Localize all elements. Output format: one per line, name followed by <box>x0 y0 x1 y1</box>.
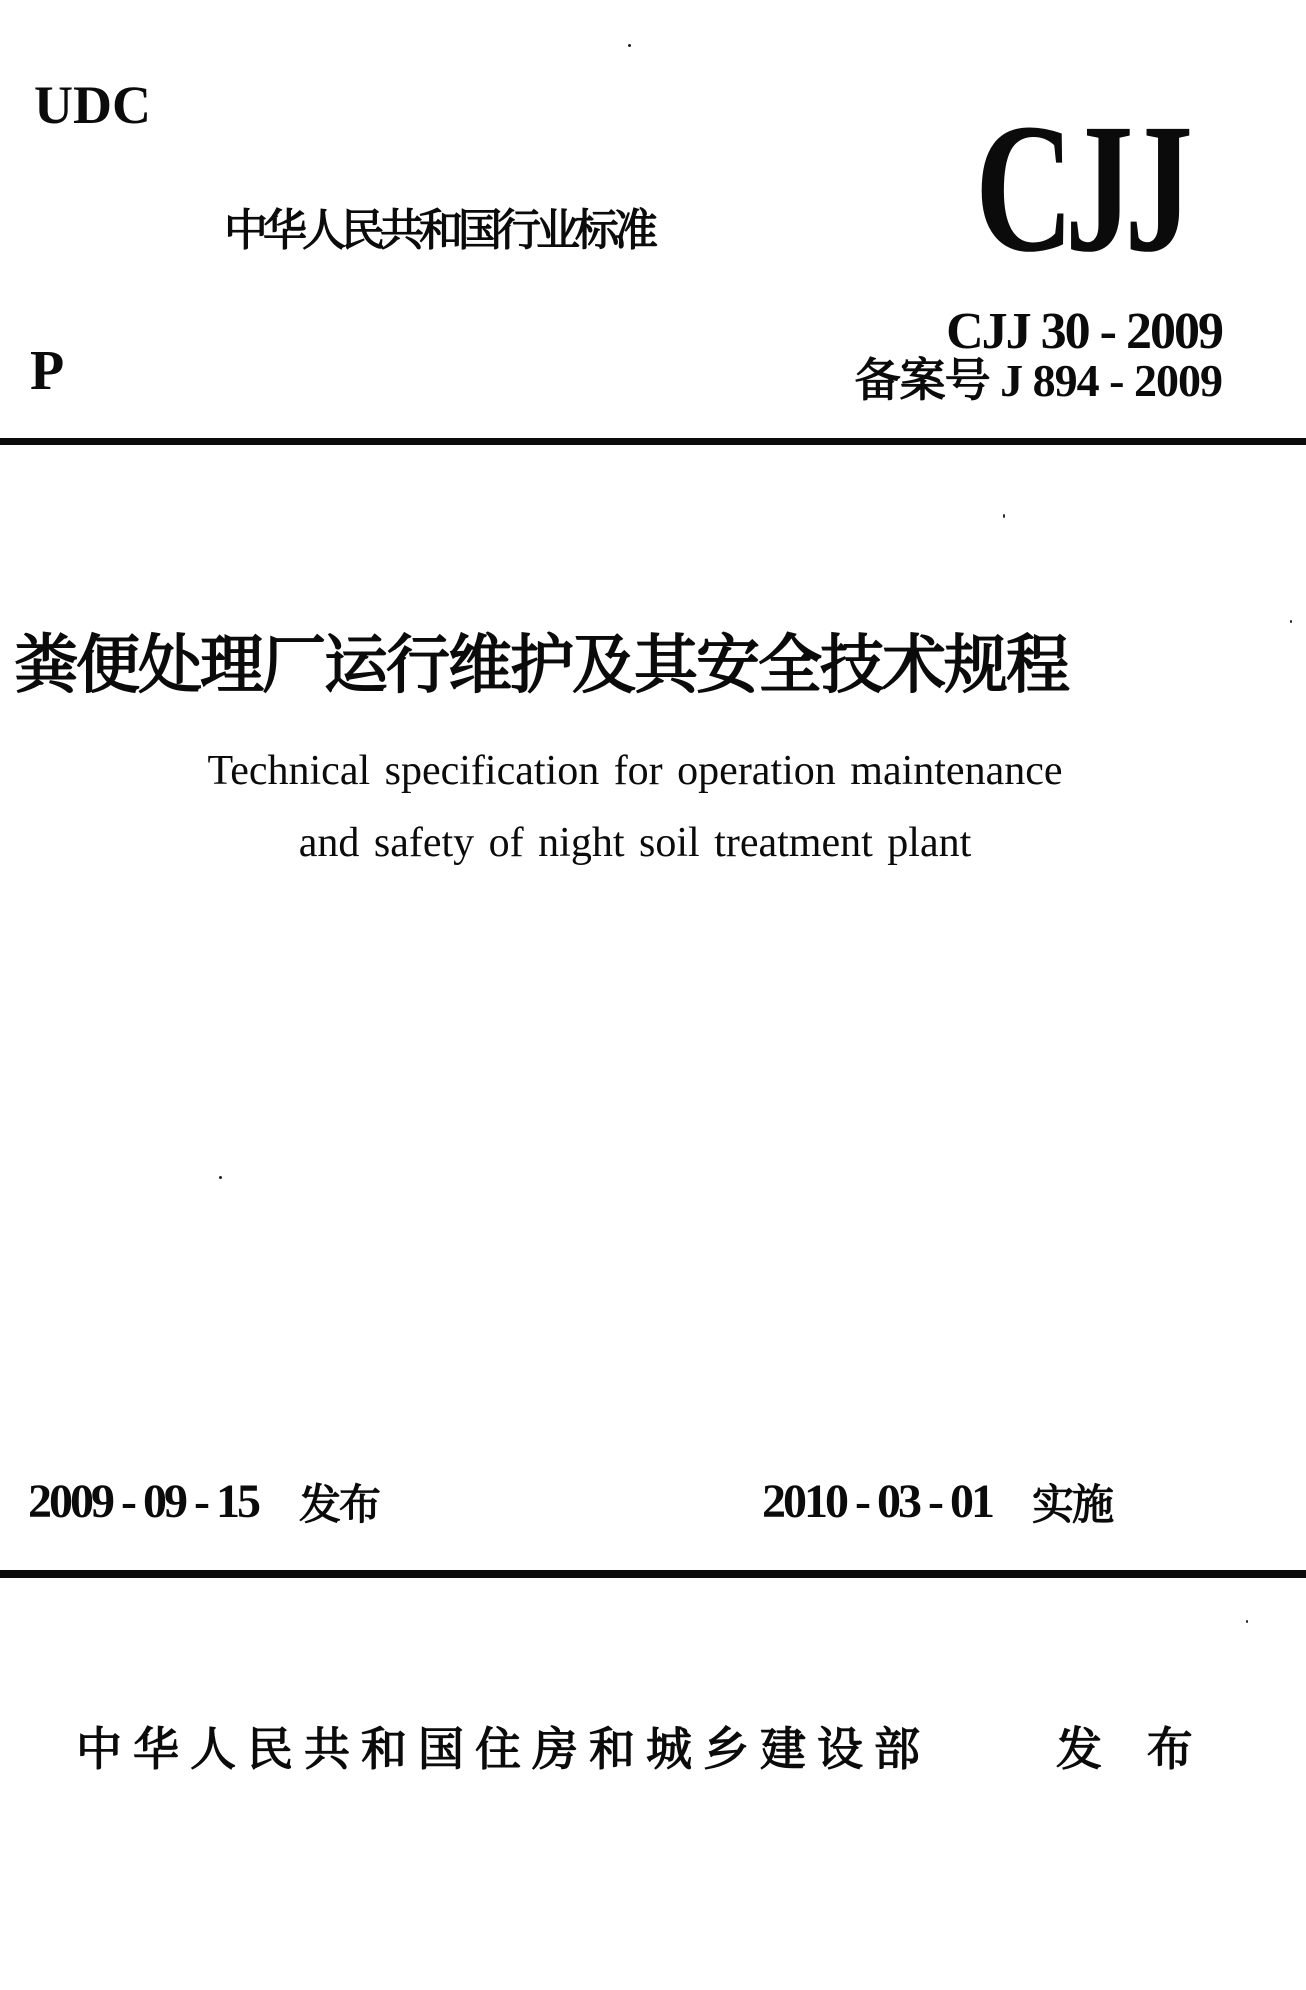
cjj-logo: CJJ <box>975 86 1185 291</box>
standard-heading: 中华人民共和国行业标准 <box>224 206 653 255</box>
record-number: 备案号 J 894 - 2009 <box>854 355 1222 406</box>
implement-date: 2010 - 03 - 01 <box>762 1475 992 1528</box>
scan-speckle <box>1003 514 1005 518</box>
publisher-name: 中华人民共和国住房和城乡建设部 <box>76 1723 931 1775</box>
issue-date: 2009 - 09 - 15 <box>28 1475 258 1528</box>
top-divider-rule <box>0 438 1306 445</box>
publish-action-label: 发 布 <box>1056 1723 1203 1775</box>
scan-speckle <box>1290 620 1292 623</box>
scan-speckle <box>1246 1620 1248 1623</box>
scan-speckle <box>219 1176 222 1179</box>
title-chinese: 粪便处理厂运行维护及其安全技术规程 <box>14 630 1068 701</box>
title-english-line2: and safety of night soil treatment plant <box>298 820 972 866</box>
udc-label: UDC <box>34 75 151 135</box>
title-english-line1: Technical specification for operation maintenance <box>207 748 1063 794</box>
doc-type-code: P <box>30 340 65 402</box>
bottom-divider-rule <box>0 1570 1306 1578</box>
standard-number: CJJ 30 - 2009 <box>946 303 1222 360</box>
implement-label: 实施 <box>1032 1481 1113 1528</box>
issue-label: 发布 <box>299 1481 380 1528</box>
scan-speckle <box>628 44 631 47</box>
